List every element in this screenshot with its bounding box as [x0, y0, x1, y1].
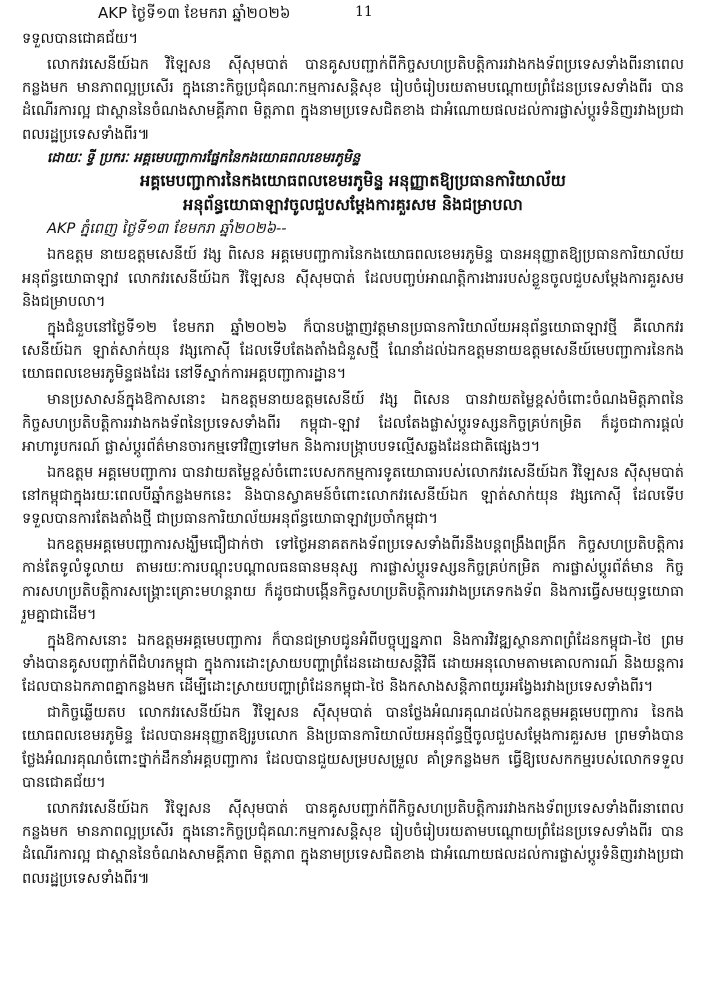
header-date-line: AKP ថ្ងៃទី១៣ ខែមករា ឆ្នាំ២០២៦ — [98, 4, 291, 22]
continued-paragraph: ទទួលបានជោគជ័យ។ — [22, 30, 139, 47]
article-paragraph: លោកវរសេនីយ៍ឯក វិឡៃសន ស៊ីសុមបាត់ បានគូសបញ្ជាក់ពីកិច្ចសហប្រតិបត្តិការរវាងកងទ័ពប្រទេសទាំងពីរនាពេលកន្លងមក មានភាពល្អប្រសើរ ក្នុងនោះកិច្ចប្រជុំគណៈកម្មការសន្តិសុខ រៀបចំរៀបរយតាមបណ្ដោយព្រំដែនប្រទេសទាំងពីរ បានដំណើរការល្អ ជាស្ពាននៃចំណងសាមគ្គីភាព មិត្តភាព ក្នុងនាមប្រទេសជិតខាង ជាអំណោយផលដល់ការផ្លាស់ប្ដូរទំនិញរវាងប្រជាពលរដ្ឋប្រទេសទាំងពីរ៕ — [22, 799, 684, 887]
page-header — [0, 4, 707, 28]
article-paragraph: ឯកឧត្តមអគ្គមេបញ្ជាការសង្ឃឹមជឿជាក់ថា ទៅថ្ងៃអនាគតកងទ័ពប្រទេសទាំងពីរនឹងបន្តពង្រឹងពង្រីក កិច្ចសហប្រតិបត្តិការកាន់តែទូលំទូលាយ តាមរយៈការបណ្ដុះបណ្ដាលធនធានមនុស្ស ការផ្លាស់ប្ដូរទស្សនកិច្ចគ្រប់កម្រិត ការផ្លាស់ប្ដូរព័ត៌មាន កិច្ចការសហប្រតិបត្តិការសង្គ្រោះគ្រោះមហន្តរាយ ក៏ដូចជាបង្កើនកិច្ចសហប្រតិបត្តិការរវាងប្រភេទកងទ័ព និងការធ្វើសមយុទ្ធយោធារួមគ្នាជាដើម។ — [22, 536, 684, 623]
document-body — [22, 27, 684, 893]
page-number: 11 — [355, 4, 373, 20]
article-paragraph: ឯកឧត្តម នាយឧត្តមសេនីយ៍ វង្ស ពិសេន អគ្គមេបញ្ជាការនៃកងយោធពលខេមរភូមិន្ទ បានអនុញ្ញាតឱ្យប្រធានការិយាល័យអនុព័ន្ធយោធាឡាវ លោកវរសេនីយ៍ឯក វិឡៃសន ស៊ីសុមបាត់ ដែលបញ្ចប់អាណត្តិការងាររបស់ខ្លួនចូលជួបសម្តែងការគួរសម និងជម្រាបលា។ — [22, 246, 684, 311]
article-headline: អគ្គមេបញ្ជាការនៃកងយោធពលខេមរភូមិន្ទ អនុញ្ញាតឱ្យប្រធានការិយាល័យ — [140, 171, 566, 191]
article-dateline: AKP ភ្នំពេញ ថ្ងៃទី១៣ ខែមករា ឆ្នាំ២០២៦-- — [47, 220, 287, 238]
article-headline: អនុព័ន្ធយោធាឡាវចូលជួបសម្តែងការគួរសម និងជម្រាបលា — [183, 195, 523, 215]
continued-paragraph: លោកវរសេនីយ៍ឯក វិឡៃសន ស៊ីសុមបាត់ បានគូសបញ្ជាក់ពីកិច្ចសហប្រតិបត្តិការរវាងកងទ័ពប្រទេសទាំងពីរនាពេលកន្លងមក មានភាពល្អប្រសើរ ក្នុងនោះកិច្ចប្រជុំគណៈកម្មការសន្តិសុខ រៀបចំរៀបរយតាមបណ្ដោយព្រំដែនប្រទេសទាំងពីរ បានដំណើរការល្អ ជាស្ពាននៃចំណងសាមគ្គីភាព មិត្តភាព ក្នុងនាមប្រទេសជិតខាង ជាអំណោយផលដល់ការផ្លាស់ប្ដូរទំនិញរវាងប្រជាពលរដ្ឋប្រទេសទាំងពីរ៕ — [22, 55, 684, 143]
article-paragraph: ជាកិច្ចឆ្លើយតប លោកវរសេនីយ៍ឯក វិឡៃសន ស៊ីសុមបាត់ បានថ្លែងអំណរគុណដល់ឯកឧត្តមអគ្គមេបញ្ជាការ នៃកងយោធពលខេមរភូមិន្ទ ដែលបានអនុញ្ញាតឱ្យរូបលោក និងប្រធានការិយាល័យអនុព័ន្ធថ្មីចូលជួបសម្តែងការគួរសម ព្រមទាំងបានថ្លែងអំណរគុណចំពោះថ្នាក់ដឹកនាំអគ្គបញ្ជាការ ដែលបានជួយសម្របសម្រួល គាំទ្រកន្លងមក ធ្វើឱ្យបេសកកម្មរបស់លោកទទួលបានជោគជ័យ។ — [22, 704, 684, 792]
article-paragraph: ក្នុងជំនួបនៅថ្ងៃទី១២ ខែមករា ឆ្នាំ២០២៦ ក៏បានបង្ហាញវត្តមានប្រធានការិយាល័យអនុព័ន្ធយោធាឡាវថ្មី គឺលោកវរសេនីយ៍ឯក ឡាត់សាក់យុន វង្សកោស៊ី ដែលទើបតែងតាំងជំនួសថ្មី ណែនាំដល់ឯកឧត្តមនាយឧត្តមសេនីយ៍មេបញ្ជាការនៃកងយោធពលខេមរភូមិន្ទផងដែរ នៅទីស្នាក់ការអគ្គបញ្ជាការដ្ឋាន។ — [22, 318, 684, 383]
article-paragraph: ក្នុងឱកាសនោះ ឯកឧត្តមអគ្គមេបញ្ជាការ ក៏បានជម្រាបជូនអំពីបច្ចុប្បន្នភាព និងការវិវឌ្ឍស្ថានភាពព្រំដែនកម្ពុជា-ថៃ ព្រមទាំងបានគូសបញ្ជាក់ពីជំហរកម្ពុជា ក្នុងការដោះស្រាយបញ្ហាព្រំដែនដោយសន្តិវិធី ដោយអនុលោមតាមគោលការណ៍ និងយន្តការដែលបានឯកភាពគ្នាកន្លងមក ដើម្បីដោះស្រាយបញ្ហាព្រំដែនកម្ពុជា-ថៃ និងកសាងសន្តិភាពយូរអង្វែងរវាងប្រទេសទាំងពីរ។ — [22, 631, 684, 696]
article-paragraph: មានប្រសាសន៍ក្នុងឱកាសនោះ ឯកឧត្តមនាយឧត្តមសេនីយ៍ វង្ស ពិសេន បានវាយតម្លៃខ្ពស់ចំពោះចំណងមិត្តភាពនៃកិច្ចសហប្រតិបត្តិការរវាងកងទ័ពនៃប្រទេសទាំងពីរ កម្ពុជា-ឡាវ ដែលតែងផ្លាស់ប្ដូរទស្សនកិច្ចគ្រប់កម្រិត ក៏ដូចជាការផ្ដល់អាហារូបករណ៍ ផ្លាស់ប្ដូរព័ត៌មានចារកម្មទៅវិញទៅមក និងការបង្ក្រាបបទល្មើសឆ្លងដែនជាតិផ្សេងៗ។ — [22, 391, 684, 455]
article-paragraph: ឯកឧត្តម អគ្គមេបញ្ជាការ បានវាយតម្លៃខ្ពស់ចំពោះបេសកកម្មការទូតយោធារបស់លោកវរសេនីយ៍ឯក វិឡៃសន ស៊ីសុមបាត់ នៅកម្ពុជាក្នុងរយៈពេលបីឆ្នាំកន្លងមកនេះ និងបានស្វាគមន៍ចំពោះលោកវរសេនីយ៍ឯក ឡាត់សាក់យុន វង្សកោស៊ី ដែលទើបទទួលបានការតែងតាំងថ្មី ជាប្រធានការិយាល័យអនុព័ន្ធយោធាឡាវប្រចាំកម្ពុជា។ — [22, 463, 684, 528]
section-line: ដោយៈ ទី្វ ប្រករៈ អគ្គមេបញ្ជាការផ្នែកនៃកងយោធពលខេមរភូមិន្ទ — [47, 150, 361, 167]
